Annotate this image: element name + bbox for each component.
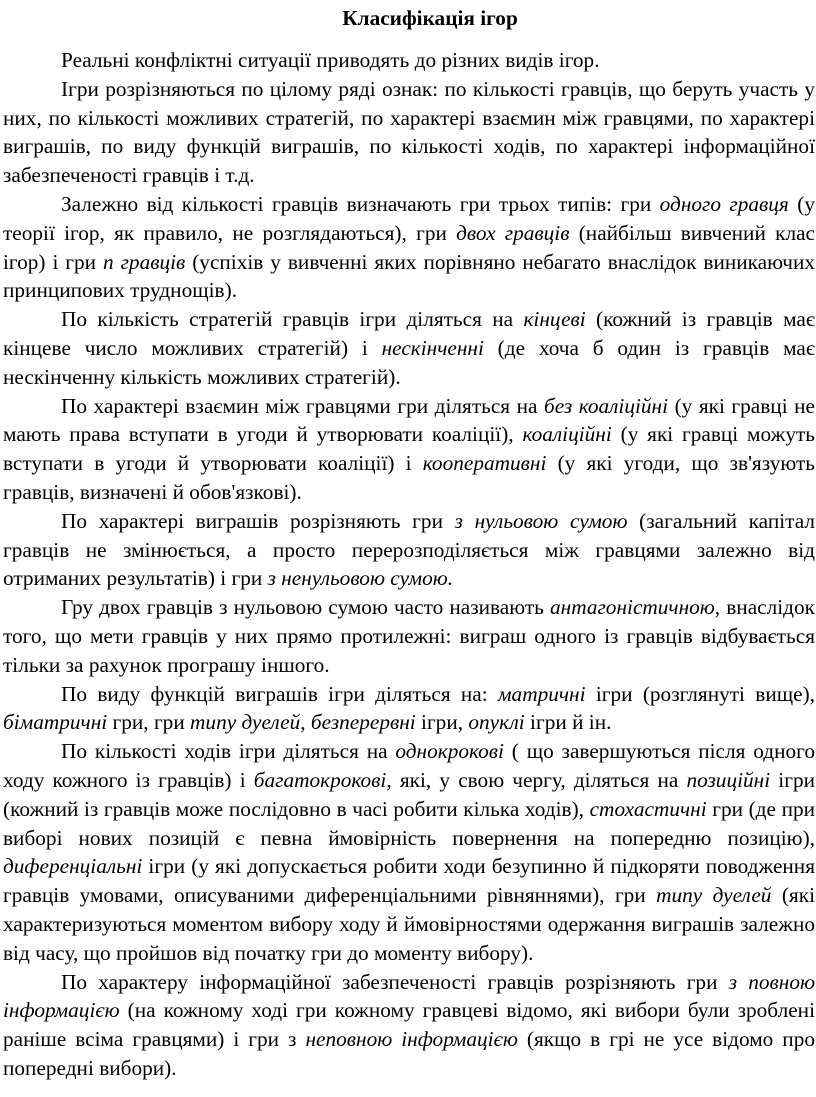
term-cooperative: кооперативні (422, 451, 547, 476)
term-incomplete-information: неповною інформацією (305, 1027, 518, 1052)
text-run: які, у свою чергу, діляться на (391, 767, 687, 792)
text-run: ігри (у які допускається робити ходи безупинно й підкоряти поводження гравців умовами, описуваними диференціальними рівняннями), гри (3, 854, 815, 908)
term-n-players: n гравців (103, 249, 186, 274)
text-run: (успіхів у вивченні яких порівняно небагато внаслідок виникаючих принципових труднощів). (3, 249, 815, 303)
paragraph-information (3, 968, 815, 1083)
text-run: (які характеризуються моментом вибору ходу й ймовірностями одержання виграшів залежно від часу, що пройшов від початку гри до моменту вибору). (3, 883, 815, 965)
term-multi-step: багатокрокові, (253, 767, 392, 792)
text-run: (у які угоди, що зв'язують гравців, визначені й обов'язкові). (3, 451, 815, 504)
term-finite: кінцеві (523, 307, 586, 332)
text-run: ігри, (415, 710, 469, 735)
paragraph-antagonistic (3, 593, 815, 679)
term-coalition: коаліційні (522, 422, 612, 447)
text-run: По кількості ходів ігри діляться на (61, 739, 396, 764)
term-positional: позиційні (686, 767, 771, 792)
text-run: (у які гравці не мають права вступати в угоди й утворювати коаліції), (3, 393, 815, 447)
term-single-step: однокрокові (395, 739, 504, 764)
text-run: Залежно від кількості гравців визначають гри трьох типів: гри (61, 191, 660, 216)
text-run: ігри (кожний із гравців може послідовно в часі робити кілька ходів), (3, 767, 816, 821)
text-run: (на кожному ході гри кожному гравцеві відомо, які вибори були зроблені раніше всіма гравцями) і гри з (3, 998, 815, 1052)
paragraph-features: Ігри розрізняються по цілому ряді ознак: по кількості гравців, що беруть участь у них, по кількості можливих стратегій, по характері взаємин між гравцями, по характері виграшів, по виду функцій виграшів, по кількості ходів, по характері інформаційної забезпеченості гравців і т.д. (3, 76, 815, 188)
term-bimatrix: біматричні (3, 710, 108, 735)
paragraph-payoff-functions (3, 680, 815, 738)
text-run: По характері взаємин між гравцями гри діляться на (61, 393, 544, 418)
text-run: По характеру інформаційної забезпеченості гравців розрізняють гри (61, 969, 729, 994)
term-non-coalition: без коаліційні (543, 393, 669, 418)
text-run: (якщо в грі не усе відомо про попередні вибори). (3, 1027, 815, 1080)
term-differential: диференціальні (3, 854, 143, 879)
text-run: гри, гри (107, 710, 191, 735)
text-run: (найбільш вивчений клас ігор) і гри (3, 220, 815, 274)
text-run: внаслідок того, що мети гравців у них прямо протилежні: виграш одного із гравців відбувається тільки за рахунок програшу іншого. (3, 595, 815, 677)
paragraph-strategies (3, 305, 815, 391)
text-run: По кількість стратегій гравців ігри діляться на (61, 307, 524, 332)
text-run: ( що завершуються після одного ходу кожного із гравців) і (3, 739, 816, 792)
paragraph-payoffs (3, 507, 815, 593)
term-duel-continuous: типу дуелей, безперервні (190, 710, 416, 735)
text-run: (загальний капітал гравців не змінюється, а просто перерозподіляється між гравцями залежно від отриманих результатів) і гри (3, 508, 816, 591)
text-run: Гру двох гравців з нульовою сумою часто називають (61, 595, 550, 620)
paragraph-relations (3, 392, 815, 507)
text-run: (кожний із гравців має кінцеве число можливих стратегій) і (3, 307, 815, 360)
text-run: По виду функцій виграшів ігри діляться на: (61, 681, 498, 706)
document-page (3, 0, 815, 1083)
text-run: По характері виграшів розрізняють гри (61, 508, 455, 533)
text-run: ігри (розглянуті вище), (585, 681, 815, 706)
term-matrix: матричні (497, 681, 586, 706)
document-title: Класифікація ігор (342, 6, 518, 30)
term-zero-sum: з нульовою сумою (454, 508, 628, 533)
term-convex: опуклі (468, 710, 525, 735)
paragraph-players-count (3, 190, 815, 305)
term-complete-information: з повною інформацією (3, 969, 815, 1023)
term-stochastic: стохастичні (589, 796, 707, 821)
term-duel-type: типу дуелей (656, 883, 772, 908)
term-infinite: нескінченні (381, 335, 484, 360)
text-run: (у які гравці можуть вступати в угоди й утворювати коаліції) і (3, 422, 815, 476)
text-run: гри (де при виборі нових позицій є певна ймовірність повернення на попередню позицію), (3, 796, 816, 850)
text-run: ігри й ін. (524, 710, 612, 735)
term-antagonistic: антагоністичною, (550, 595, 721, 620)
text-run: (де хоча б один із гравців має нескінченну кількість можливих стратегій). (3, 335, 815, 389)
term-two-players: двох гравців (456, 220, 570, 245)
paragraph-moves (3, 737, 815, 967)
text-run: (у теорії ігор, як правило, не розглядаються), гри (3, 191, 815, 245)
term-one-player: одного гравця (659, 191, 789, 216)
term-nonzero-sum: з ненульовою сумою. (267, 566, 454, 591)
paragraph-intro: Реальні конфліктні ситуації приводять до різних видів ігор. (61, 48, 600, 72)
